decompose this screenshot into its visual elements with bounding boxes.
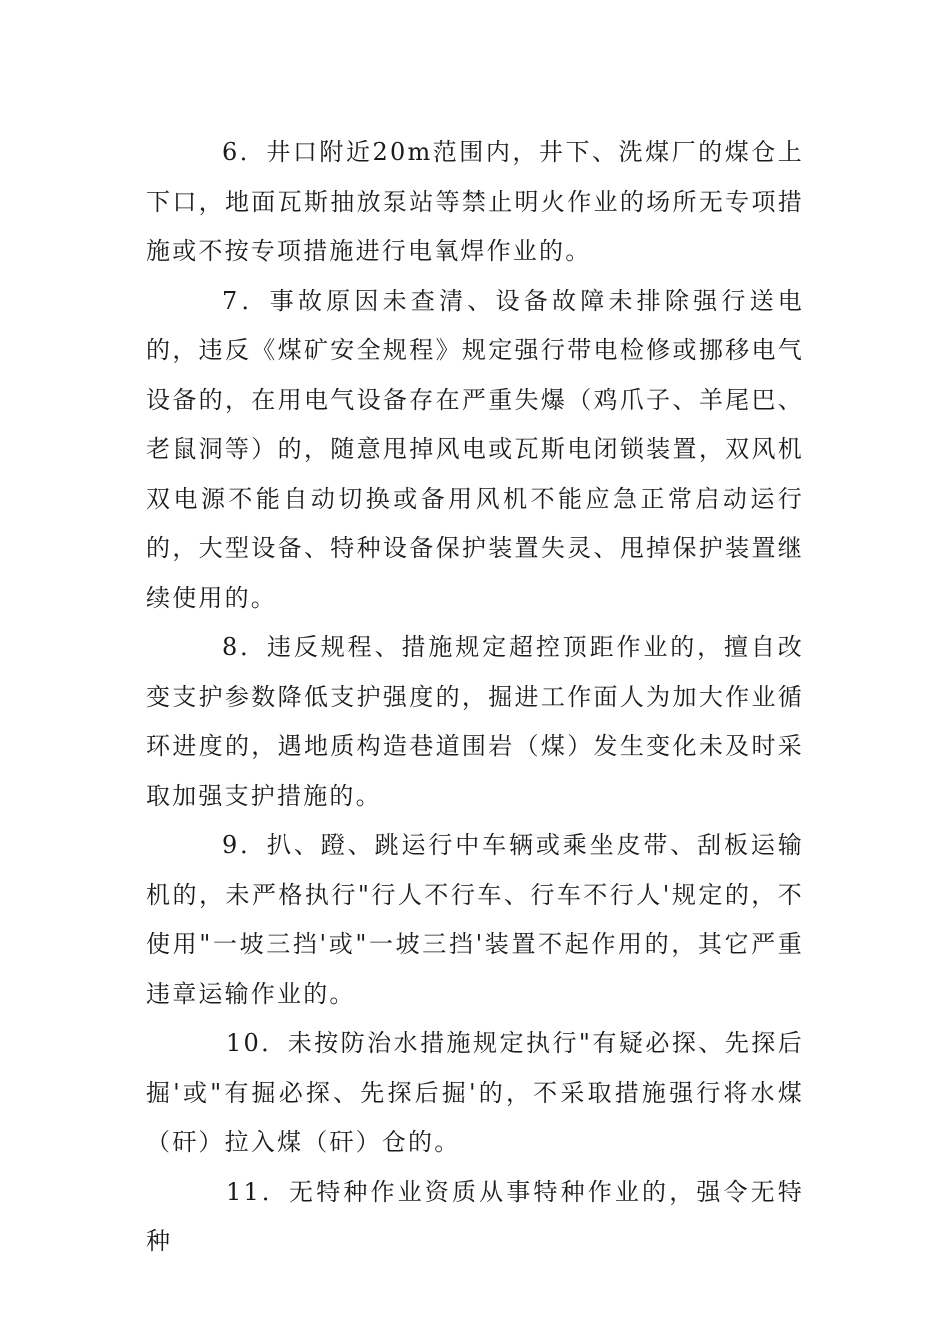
paragraph-item-6: 6．井口附近20m范围内，井下、洗煤厂的煤仓上下口，地面瓦斯抽放泵站等禁止明火作业的场所无专项措施或不按专项措施进行电氧焊作业的。 (146, 138, 804, 265)
paragraph-item-9: 9．扒、蹬、跳运行中车辆或乘坐皮带、刮板运输机的，未严格执行"行人不行车、行车不行人'规定的，不使用"一坡三挡'或"一坡三挡'装置不起作用的，其它严重违章运输作业的。 (146, 831, 804, 1008)
paragraph-item-7: 7．事故原因未查清、设备故障未排除强行送电的，违反《煤矿安全规程》规定强行带电检修或挪移电气设备的，在用电气设备存在严重失爆（鸡爪子、羊尾巴、老鼠洞等）的，随意甩掉风电或瓦斯电闭锁装置，双风机双电源不能自动切换或备用风机不能应急正常启动运行的，大型设备、特种设备保护装置失灵、甩掉保护装置继续使用的。 (146, 286, 804, 612)
paragraph-item-11: 11．无特种作业资质从事特种作业的，强令无特种 (146, 1177, 804, 1255)
paragraph-item-10: 10．未按防治水措施规定执行"有疑必探、先探后掘'或"有掘必探、先探后掘'的，不采取措施强行将水煤（矸）拉入煤（矸）仓的。 (146, 1029, 804, 1156)
document-body (146, 128, 804, 1267)
paragraph-item-8: 8．违反规程、措施规定超控顶距作业的，擅自改变支护参数降低支护强度的，掘进工作面人为加大作业循环进度的，遇地质构造巷道围岩（煤）发生变化未及时采取加强支护措施的。 (146, 633, 804, 810)
